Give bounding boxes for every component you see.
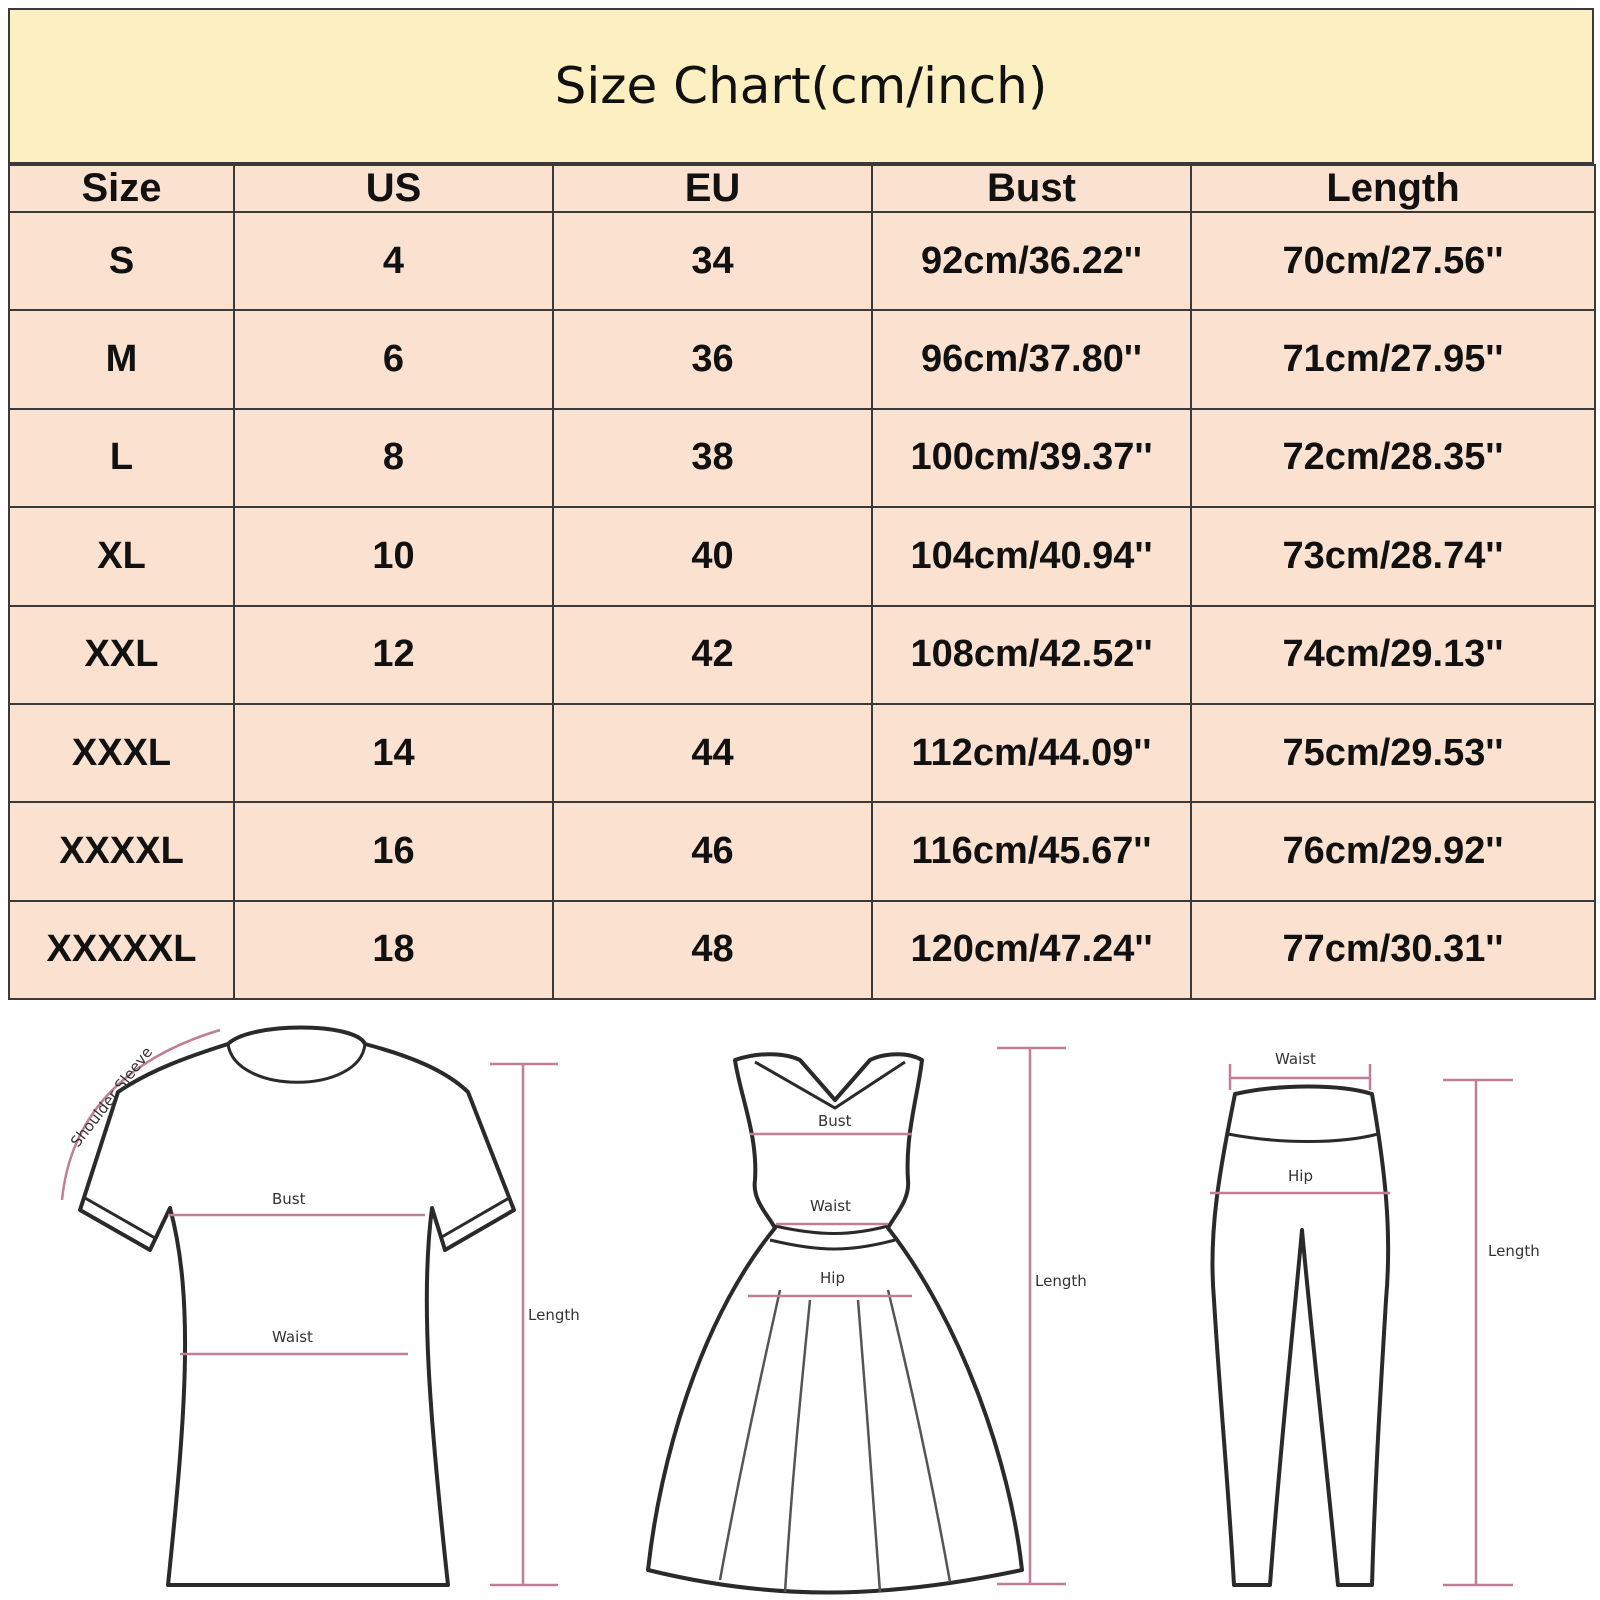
table-row <box>9 310 1595 408</box>
pants-hip-label: Hip <box>1288 1167 1313 1185</box>
pants-waist-label: Waist <box>1275 1050 1316 1068</box>
cell-length: 76cm/29.92'' <box>1191 802 1595 900</box>
cell-us: 10 <box>234 507 553 605</box>
cell-eu: 38 <box>553 409 872 507</box>
cell-bust: 104cm/40.94'' <box>872 507 1191 605</box>
cell-eu: 36 <box>553 310 872 408</box>
tshirt-waist-label: Waist <box>272 1328 313 1346</box>
header-size: Size <box>9 165 234 212</box>
cell-size: M <box>9 310 234 408</box>
cell-us: 14 <box>234 704 553 802</box>
cell-size: XL <box>9 507 234 605</box>
table-row <box>9 704 1595 802</box>
cell-eu: 34 <box>553 212 872 310</box>
cell-eu: 46 <box>553 802 872 900</box>
cell-bust: 120cm/47.24'' <box>872 901 1191 999</box>
cell-eu: 48 <box>553 901 872 999</box>
cell-us: 8 <box>234 409 553 507</box>
table-row <box>9 606 1595 704</box>
cell-length: 72cm/28.35'' <box>1191 409 1595 507</box>
cell-us: 12 <box>234 606 553 704</box>
cell-length: 74cm/29.13'' <box>1191 606 1595 704</box>
cell-size: XXL <box>9 606 234 704</box>
cell-eu: 42 <box>553 606 872 704</box>
size-chart-title: Size Chart(cm/inch) <box>8 8 1594 164</box>
table-row <box>9 507 1595 605</box>
cell-bust: 108cm/42.52'' <box>872 606 1191 704</box>
cell-bust: 100cm/39.37'' <box>872 409 1191 507</box>
dress-bust-label: Bust <box>818 1112 852 1130</box>
cell-eu: 44 <box>553 704 872 802</box>
cell-size: S <box>9 212 234 310</box>
cell-length: 75cm/29.53'' <box>1191 704 1595 802</box>
cell-length: 77cm/30.31'' <box>1191 901 1595 999</box>
cell-bust: 92cm/36.22'' <box>872 212 1191 310</box>
cell-us: 4 <box>234 212 553 310</box>
table-row <box>9 409 1595 507</box>
cell-size: XXXL <box>9 704 234 802</box>
cell-size: XXXXXL <box>9 901 234 999</box>
table-row <box>9 802 1595 900</box>
pants-illustration <box>1210 1050 1540 1585</box>
cell-us: 18 <box>234 901 553 999</box>
cell-bust: 96cm/37.80'' <box>872 310 1191 408</box>
cell-length: 73cm/28.74'' <box>1191 507 1595 605</box>
header-bust: Bust <box>872 165 1191 212</box>
illustration-canvas <box>0 1000 1600 1600</box>
tshirt-bust-label: Bust <box>272 1190 306 1208</box>
measurement-illustrations <box>0 1000 1600 1600</box>
dress-illustration <box>648 1048 1087 1593</box>
cell-bust: 116cm/45.67'' <box>872 802 1191 900</box>
cell-us: 6 <box>234 310 553 408</box>
cell-bust: 112cm/44.09'' <box>872 704 1191 802</box>
size-table <box>8 164 1596 1000</box>
tshirt-shoulder-sleeve-label: Shoulder Sleeve <box>66 1043 157 1151</box>
cell-length: 71cm/27.95'' <box>1191 310 1595 408</box>
table-row <box>9 901 1595 999</box>
pants-outline <box>1212 1087 1388 1586</box>
tshirt-outline <box>80 1028 514 1586</box>
header-length: Length <box>1191 165 1595 212</box>
header-eu: EU <box>553 165 872 212</box>
cell-eu: 40 <box>553 507 872 605</box>
pants-length-label: Length <box>1488 1242 1540 1260</box>
table-row <box>9 212 1595 310</box>
dress-waist-label: Waist <box>810 1197 851 1215</box>
cell-size: L <box>9 409 234 507</box>
table-header-row <box>9 165 1595 212</box>
dress-hip-label: Hip <box>820 1269 845 1287</box>
cell-us: 16 <box>234 802 553 900</box>
dress-length-label: Length <box>1035 1272 1087 1290</box>
tshirt-illustration <box>62 1028 580 1586</box>
tshirt-length-label: Length <box>528 1306 580 1324</box>
cell-size: XXXXL <box>9 802 234 900</box>
header-us: US <box>234 165 553 212</box>
cell-length: 70cm/27.56'' <box>1191 212 1595 310</box>
